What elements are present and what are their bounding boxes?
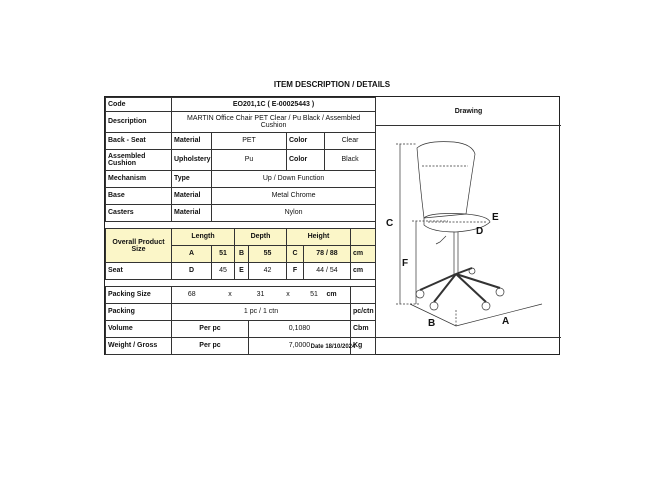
row-base <box>106 188 376 205</box>
casters-label: Casters <box>106 205 172 222</box>
packing-length: 68 <box>172 287 212 304</box>
row-mechanism <box>106 171 376 188</box>
mechanism-value: Up / Down Function <box>212 171 376 188</box>
weight-label: Weight / Gross <box>106 338 172 355</box>
casters-material-label: Material <box>172 205 212 222</box>
packing-width: 31 <box>249 287 273 304</box>
dim-e-label: E <box>235 263 249 280</box>
volume-per: Per pc <box>172 321 249 338</box>
row-cushion <box>106 150 376 171</box>
page-title: ITEM DESCRIPTION / DETAILS <box>273 80 391 89</box>
overall-unit: cm <box>351 246 376 263</box>
cushion-upholstery: Pu <box>212 150 287 171</box>
row-packing <box>106 304 376 321</box>
seat-label: Seat <box>106 263 172 280</box>
cushion-color: Black <box>325 150 376 171</box>
row-seat <box>106 263 376 280</box>
casters-value: Nylon <box>212 205 376 222</box>
dim-c-label: C <box>287 246 304 263</box>
packing-size-unit: cm <box>325 287 351 304</box>
back-seat-color-label: Color <box>287 133 325 150</box>
row-back-seat <box>106 133 376 150</box>
dim-f-value: 44 / 54 <box>304 263 351 280</box>
label-e: E <box>492 212 499 223</box>
footer-date: Date 18/10/2024 <box>105 337 561 356</box>
dim-a-value: 51 <box>212 246 235 263</box>
back-seat-label: Back - Seat <box>106 133 172 150</box>
code-value: EO201,1C ( E-00025443 ) <box>172 98 376 112</box>
dim-f-label: F <box>287 263 304 280</box>
packing-times-2: x <box>273 287 304 304</box>
volume-unit: Cbm <box>351 321 376 338</box>
label-f: F <box>402 258 409 269</box>
cushion-upholstery-label: Upholstery <box>172 150 212 171</box>
row-volume <box>106 321 376 338</box>
row-description <box>106 112 376 133</box>
overall-label: Overall Product Size <box>106 229 172 263</box>
spacer-row <box>106 222 376 229</box>
seat-unit: cm <box>351 263 376 280</box>
row-overall-head <box>106 229 376 246</box>
volume-label: Volume <box>106 321 172 338</box>
weight-value: 7,0000 <box>249 338 351 355</box>
packing-unit: pc/ctn <box>351 304 376 321</box>
packing-label: Packing <box>106 304 172 321</box>
mechanism-label: Mechanism <box>106 171 172 188</box>
dim-a-label: A <box>172 246 212 263</box>
base-label: Base <box>106 188 172 205</box>
packing-value: 1 pc / 1 ctn <box>172 304 351 321</box>
back-seat-color: Clear <box>325 133 376 150</box>
dim-b-label: B <box>235 246 249 263</box>
spacer-row <box>106 280 376 287</box>
back-seat-material: PET <box>212 133 287 150</box>
packing-times-1: x <box>212 287 249 304</box>
row-packing-size <box>106 287 376 304</box>
description-value: MARTIN Office Chair PET Clear / Pu Black / Assembled Cushion <box>172 112 376 133</box>
description-label: Description <box>106 112 172 133</box>
dim-e-value: 42 <box>249 263 287 280</box>
dim-d-label: D <box>172 263 212 280</box>
dim-b-value: 55 <box>249 246 287 263</box>
label-c: C <box>386 218 394 229</box>
label-b: B <box>428 318 436 329</box>
depth-label: Depth <box>235 229 287 246</box>
mechanism-type-label: Type <box>172 171 212 188</box>
label-d: D <box>476 226 484 237</box>
backrest <box>417 142 475 218</box>
volume-value: 0,1080 <box>249 321 351 338</box>
dim-d-value: 45 <box>212 263 235 280</box>
drawing-area <box>375 126 561 336</box>
dim-c-value: 78 / 88 <box>304 246 351 263</box>
packing-size-label: Packing Size <box>106 287 172 304</box>
height-label: Height <box>287 229 351 246</box>
base-value: Metal Chrome <box>212 188 376 205</box>
spec-table <box>105 97 376 355</box>
chair-drawing <box>376 126 560 336</box>
weight-unit: Kg <box>351 338 376 355</box>
cushion-color-label: Color <box>287 150 325 171</box>
back-seat-material-label: Material <box>172 133 212 150</box>
code-label: Code <box>106 98 172 112</box>
row-casters <box>106 205 376 222</box>
label-a: A <box>502 316 510 327</box>
drawing-title: Drawing <box>375 97 561 126</box>
length-label: Length <box>172 229 235 246</box>
cushion-label: Assembled Cushion <box>106 150 172 171</box>
spec-sheet <box>104 96 560 355</box>
row-code <box>106 98 376 112</box>
base-material-label: Material <box>172 188 212 205</box>
packing-height: 51 <box>304 287 325 304</box>
weight-per: Per pc <box>172 338 249 355</box>
